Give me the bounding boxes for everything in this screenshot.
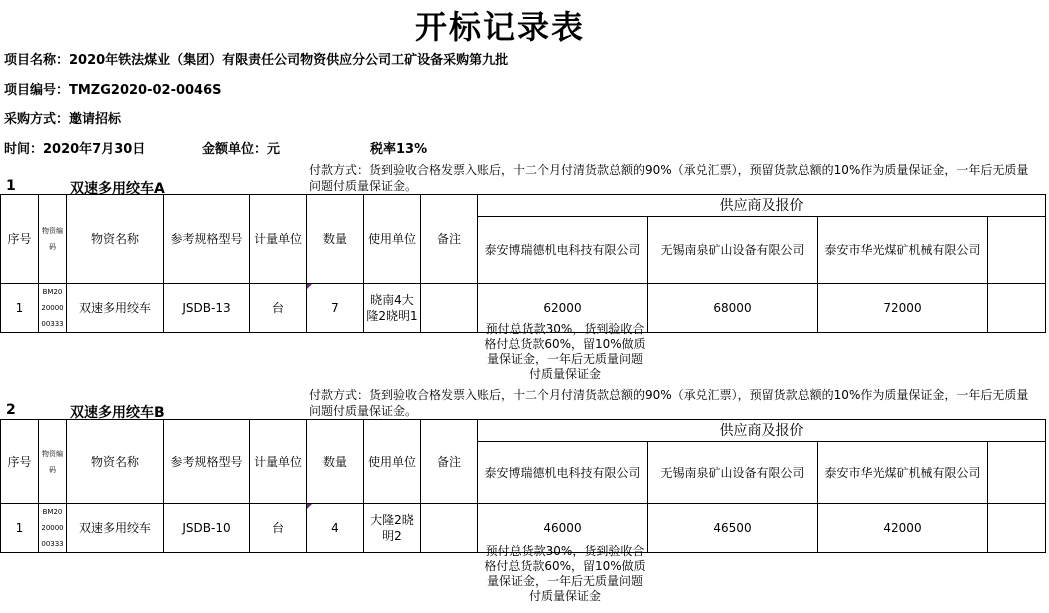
header-use-unit: 使用单位: [364, 420, 421, 504]
empty-cell: [988, 442, 1046, 504]
header-unit: 计量单位: [250, 420, 307, 504]
project-number: 项目编号：TMZG2020-02-0046S: [4, 83, 222, 98]
bid-table: [0, 419, 1046, 553]
payment-terms: 付款方式：货到验收合格发票入账后，十二个月付清货款总额的90%（承兑汇票），预留货款总额的10%作为质量保证金，一年后无质量问题付质量保证金。: [309, 388, 1029, 418]
row-unit: 台: [250, 284, 307, 333]
empty-cell: [988, 504, 1046, 553]
empty-cell: [988, 284, 1046, 333]
comment-marker-icon: [307, 504, 312, 509]
section-number: 2: [6, 402, 16, 418]
header-qty: 数量: [307, 195, 364, 284]
row-unit: 台: [250, 504, 307, 553]
row-price: 46000: [478, 504, 648, 553]
tax-rate: 税率13%: [370, 142, 428, 157]
currency-unit: 金额单位：元: [202, 142, 281, 157]
header-unit: 计量单位: [250, 195, 307, 284]
supplier-name: 无锡南泉矿山设备有限公司: [648, 217, 818, 284]
page-title: 开标记录表: [414, 8, 585, 46]
row-price: 68000: [648, 284, 818, 333]
header-suppliers: 供应商及报价: [478, 420, 1046, 442]
row-remark: [421, 284, 478, 333]
section-number: 1: [6, 178, 16, 194]
supplier-name: 泰安市华光煤矿机械有限公司: [818, 442, 988, 504]
row-spec: JSDB-10: [164, 504, 250, 553]
row-name: 双速多用绞车: [67, 504, 164, 553]
row-remark: [421, 504, 478, 553]
empty-cell: [988, 217, 1046, 284]
header-code: 物资编码: [39, 420, 67, 504]
row-qty-value: 4: [331, 521, 339, 535]
header-name: 物资名称: [67, 195, 164, 284]
header-seq: 序号: [1, 420, 39, 504]
row-qty-value: 7: [331, 301, 339, 315]
header-qty: 数量: [307, 420, 364, 504]
supplier-name: 泰安博瑞德机电科技有限公司: [478, 442, 648, 504]
row-use-unit: 晓南4大隆2晓明1: [364, 284, 421, 333]
header-use-unit: 使用单位: [364, 195, 421, 284]
bid-date: 时间：2020年7月30日: [4, 142, 146, 157]
row-code: BM202000000333: [39, 504, 67, 553]
comment-marker-icon: [307, 284, 312, 289]
row-price: 42000: [818, 504, 988, 553]
row-qty: [307, 284, 364, 333]
project-name: 项目名称：2020年铁法煤业（集团）有限责任公司物资供应分公司工矿设备采购第九批: [4, 53, 509, 68]
row-seq: 1: [1, 284, 39, 333]
header-seq: 序号: [1, 195, 39, 284]
header-spec: 参考规格型号: [164, 420, 250, 504]
header-code: 物资编码: [39, 195, 67, 284]
payment-terms: 付款方式：货到验收合格发票入账后，十二个月付清货款总额的90%（承兑汇票），预留货款总额的10%作为质量保证金，一年后无质量问题付质量保证金。: [309, 163, 1029, 193]
header-remark: 备注: [421, 420, 478, 504]
row-price: 72000: [818, 284, 988, 333]
header-spec: 参考规格型号: [164, 195, 250, 284]
procurement-method: 采购方式：邀请招标: [4, 112, 122, 127]
header-suppliers: 供应商及报价: [478, 195, 1046, 217]
row-qty: [307, 504, 364, 553]
row-spec: JSDB-13: [164, 284, 250, 333]
row-seq: 1: [1, 504, 39, 553]
supplier-name: 无锡南泉矿山设备有限公司: [648, 442, 818, 504]
section-name: 双速多用绞车A: [70, 181, 165, 197]
section-name: 双速多用绞车B: [70, 405, 165, 421]
header-name: 物资名称: [67, 420, 164, 504]
supplier-name: 泰安博瑞德机电科技有限公司: [478, 217, 648, 284]
row-use-unit: 大隆2晓明2: [364, 504, 421, 553]
row-name: 双速多用绞车: [67, 284, 164, 333]
bid-table: [0, 194, 1046, 333]
row-code: BM202000000333: [39, 284, 67, 333]
prepayment-note: 预付总货款30%，货到验收合格付总货款60%，留10%做质量保证金，一年后无质量问题付质量保证金: [484, 322, 646, 381]
supplier-name: 泰安市华光煤矿机械有限公司: [818, 217, 988, 284]
row-price: 46500: [648, 504, 818, 553]
header-remark: 备注: [421, 195, 478, 284]
prepayment-note: 预付总货款30%，货到验收合格付总货款60%，留10%做质量保证金，一年后无质量问题付质量保证金: [484, 544, 646, 603]
row-price: 62000: [478, 284, 648, 333]
